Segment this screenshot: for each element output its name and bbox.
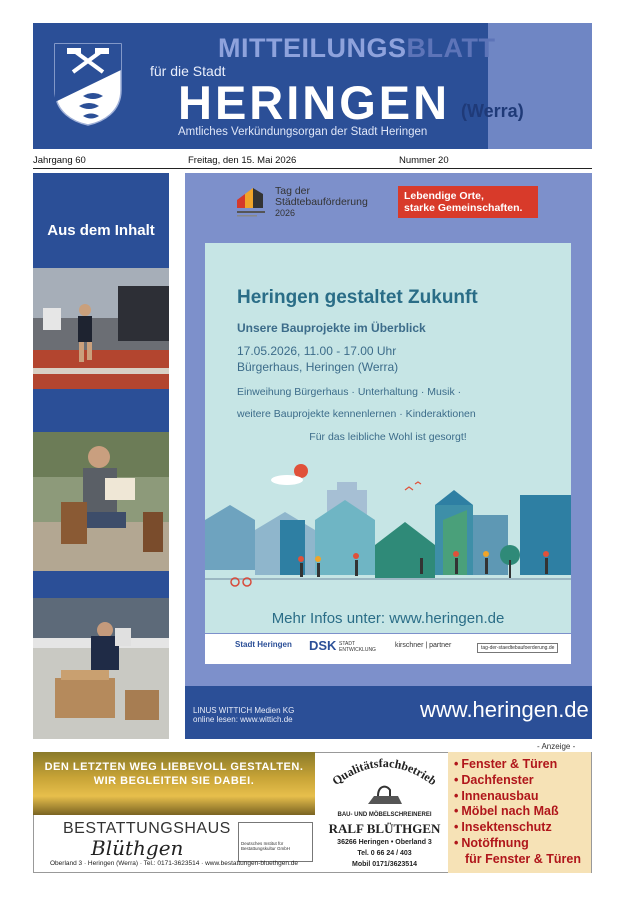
service-item: • Fenster & Türen xyxy=(454,757,558,771)
sponsor-tds[interactable]: tag-der-staedtebaufoerderung.de xyxy=(477,643,558,653)
masthead-accent xyxy=(488,23,592,149)
ad-label: - Anzeige - xyxy=(537,742,576,751)
website-link[interactable]: www.heringen.de xyxy=(420,697,589,722)
poster-line-b: weitere Bauprojekte kennenlernen · Kinderaktionen xyxy=(237,408,476,420)
institute-badge: Deutsches Institut für Bestattungskultur GmbH xyxy=(238,822,313,862)
workshop-mobile: Mobil 0171/3623514 xyxy=(352,861,417,868)
workshop-type: BAU- UND MÖBELSCHREINEREI xyxy=(337,812,432,818)
masthead-city: HERINGEN xyxy=(178,76,451,129)
masthead-subtitle: für die Stadt xyxy=(150,63,226,79)
staedtebau-logo-icon xyxy=(233,184,271,220)
sponsor-logos xyxy=(205,634,571,664)
bestattung-ad[interactable] xyxy=(33,752,315,873)
sponsor-dsk: DSK xyxy=(309,638,337,653)
more-info-link[interactable]: Mehr Infos unter: www.heringen.de xyxy=(271,610,505,627)
sponsor-kirschner: kirschner | partner xyxy=(395,642,452,649)
funeral-home-contact: Oberland 3 · Heringen (Werra) · Tel.: 0171-3623514 · www.bestattungen-bluethgen.de xyxy=(50,860,298,867)
svg-text:Qualitätsfachbetrieb: Qualitätsfachbetrieb xyxy=(329,755,440,789)
poster-line-c: Für das leibliche Wohl ist gesorgt! xyxy=(309,431,467,443)
service-item: • Insektenschutz xyxy=(454,820,552,835)
plane-tool-icon xyxy=(364,782,406,810)
divider xyxy=(33,168,592,169)
masthead-title: MITTEILUNGSBLATT xyxy=(218,33,496,63)
sponsor-dsk-sub: STADT ENTWICKLUNG xyxy=(339,641,376,653)
program-logo-text: Tag der Städtebauförderung 2026 xyxy=(275,185,368,218)
sponsor-heringen: Stadt Heringen xyxy=(235,640,292,649)
masthead xyxy=(33,23,592,149)
poster-headline: Heringen gestaltet Zukunft xyxy=(237,287,478,308)
schreinerei-ad[interactable] xyxy=(321,752,448,873)
service-item: • Möbel nach Maß xyxy=(454,804,559,819)
issue-number: Nummer 20 xyxy=(399,155,449,166)
workshop-owner: RALF BLÜTHGEN xyxy=(328,821,441,836)
issue-year: Jahrgang 60 xyxy=(33,155,86,166)
publisher-info: LINUS WITTICH Medien KG online lesen: www.wittich.de xyxy=(193,706,295,724)
contents-heading: Aus dem Inhalt xyxy=(47,222,155,239)
services-list xyxy=(454,757,581,868)
heringen-crest-icon xyxy=(53,42,123,126)
funeral-home-script: Blüthgen xyxy=(91,836,184,860)
poster-line-a: Einweihung Bürgerhaus · Unterhaltung · Musik · xyxy=(237,386,462,398)
runner-photo[interactable] xyxy=(33,268,169,389)
services-list-ad[interactable] xyxy=(448,752,591,873)
masthead-tagline: Amtliches Verkündungsorgan der Stadt Heringen xyxy=(178,126,428,138)
poster-subheadline: Unsere Bauprojekte im Überblick xyxy=(237,321,426,335)
issue-date: Freitag, den 15. Mai 2026 xyxy=(188,155,297,166)
workshop-phone: Tel. 0 66 24 / 403 xyxy=(357,850,412,857)
city-illustration-icon xyxy=(205,460,571,600)
poster-datetime: 17.05.2026, 11.00 - 17.00 Uhr xyxy=(237,344,397,358)
reader-photo[interactable] xyxy=(33,432,169,571)
service-item: • Innenausbau xyxy=(454,788,539,803)
service-item: • Notöffnung xyxy=(454,835,529,850)
boxes-photo[interactable] xyxy=(33,598,169,739)
ad-slogan: DEN LETZTEN WEG LIEBEVOLL GESTALTEN. WIR BEGLEITEN SIE DABEI. xyxy=(44,761,304,787)
slogan-badge: Lebendige Orte, starke Gemeinschaften. xyxy=(398,186,538,218)
funeral-home-name: BESTATTUNGSHAUS xyxy=(63,820,231,837)
workshop-address: 36266 Heringen • Oberland 3 xyxy=(337,839,432,846)
service-item: • Dachfenster xyxy=(454,772,534,787)
poster-place: Bürgerhaus, Heringen (Werra) xyxy=(237,360,399,374)
masthead-region: (Werra) xyxy=(461,101,524,121)
service-item: für Fenster & Türen xyxy=(465,851,581,866)
